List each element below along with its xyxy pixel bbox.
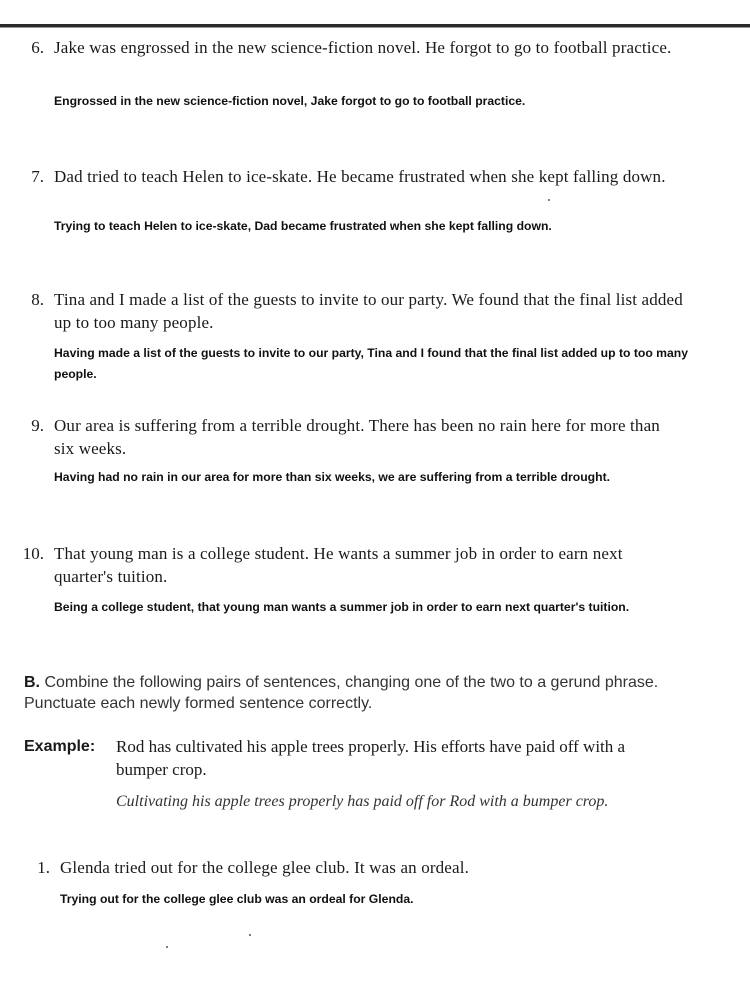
item-number: 10. [22,544,44,563]
item-answer: Being a college student, that young man wants a summer job in order to earn next quarter's tuition. [54,600,630,614]
item-number: 6. [31,38,44,57]
item-answer: Trying out for the college glee club was an ordeal for Glenda. [60,892,414,906]
scan-speck [166,946,168,948]
item-answer: Having had no rain in our area for more than six weeks, we are suffering from a terrible drought. [54,470,611,484]
item-prompt: Glenda tried out for the college glee club. It was an ordeal. [60,858,469,877]
example-prompt: Rod has cultivated his apple trees properly. His efforts have paid off with a bumper crop. [116,737,626,779]
item-answer: Trying to teach Helen to ice-skate, Dad became frustrated when she kept falling down. [54,219,552,233]
top-rule [0,24,750,27]
item-number: 1. [37,858,50,877]
section-label: B. [24,674,40,691]
section-b-instructions [24,672,684,714]
example-label: Example: [24,738,96,755]
item-prompt: That young man is a college student. He wants a summer job in order to earn next quarter's tuition. [54,544,623,586]
item-prompt: Dad tried to teach Helen to ice-skate. He became frustrated when she kept falling down. [54,167,666,186]
item-number: 7. [31,167,44,186]
item-prompt: Jake was engrossed in the new science-fiction novel. He forgot to go to football practice. [54,38,672,57]
item-answer: Engrossed in the new science-fiction novel, Jake forgot to go to football practice. [54,94,526,108]
example-answer: Cultivating his apple trees properly has paid off for Rod with a bumper crop. [116,793,609,810]
scan-speck [249,934,251,936]
item-number: 9. [31,416,44,435]
scan-speck [548,199,550,201]
item-prompt: Our area is suffering from a terrible drought. There has been no rain here for more than six weeks. [54,416,660,458]
section-instructions-text: Combine the following pairs of sentences, changing one of the two to a gerund phrase. Punctuate each newly formed sentence correctly. [24,674,659,712]
item-answer: Having made a list of the guests to invite to our party, Tina and I found that the final list added up to too many people. [54,346,689,381]
item-prompt: Tina and I made a list of the guests to invite to our party. We found that the final list added up to too many people. [54,290,683,332]
item-number: 8. [31,290,44,309]
